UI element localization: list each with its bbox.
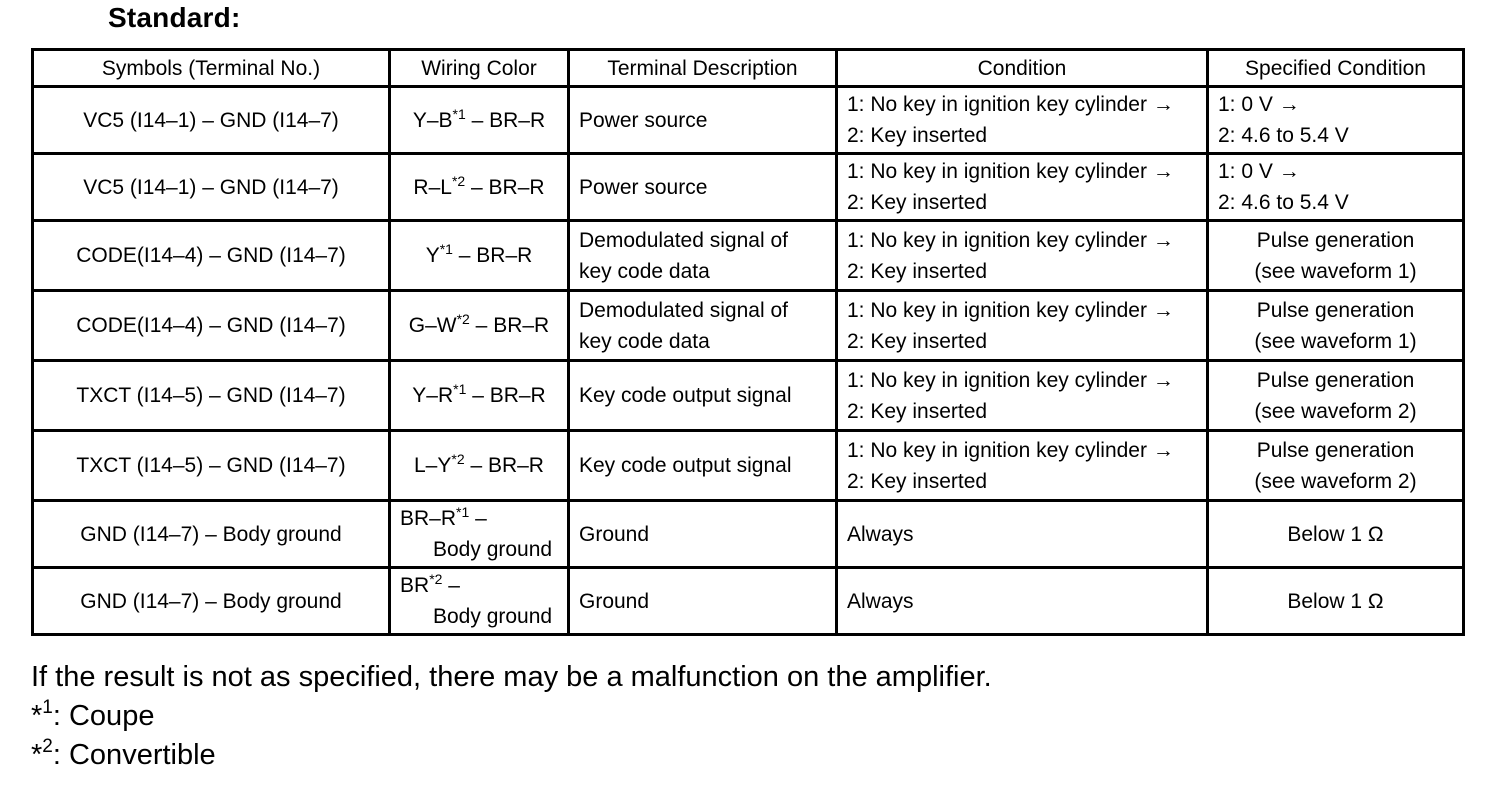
symbol-cell: VC5 (I14–1) – GND (I14–7) — [33, 87, 390, 154]
wire-color: R–L — [413, 175, 452, 199]
spec-line-1: Pulse generation — [1256, 368, 1415, 392]
description-cell: Demodulated signal of key code data — [569, 291, 837, 361]
wiring-color-cell — [390, 568, 569, 635]
wire-color-ground: Body ground — [433, 538, 553, 561]
footnote-text: : Coupe — [52, 700, 155, 732]
description-cell: Power source — [569, 87, 837, 154]
wire-color: BR–R — [400, 507, 457, 530]
wiring-color-cell — [390, 291, 569, 361]
footnote-number: 2 — [42, 736, 53, 757]
description-cell: Key code output signal — [569, 361, 837, 431]
spec-line-1: Pulse generation — [1256, 228, 1415, 252]
table-row — [33, 154, 1464, 221]
result-note: If the result is not as specified, there may be a malfunction on the amplifier. — [31, 661, 992, 693]
wire-color-ground: – BR–R — [469, 314, 550, 337]
specified-condition-cell — [1208, 291, 1464, 361]
condition-cell — [837, 221, 1208, 291]
wire-color-ground: – BR–R — [466, 384, 546, 407]
wire-color: G–W — [408, 314, 457, 337]
wire-color-ground: – BR–R — [452, 244, 533, 267]
spec-step-2: 2: 4.6 to 5.4 V — [1218, 191, 1349, 214]
wiring-color-cell — [390, 221, 569, 291]
condition-step-2: 2: Key inserted — [847, 191, 988, 214]
wiring-color-cell — [390, 154, 569, 221]
wire-color: BR — [400, 574, 430, 597]
wiring-color-cell — [390, 501, 569, 568]
symbol-cell: CODE(I14–4) – GND (I14–7) — [33, 291, 390, 361]
condition-step-2: 2: Key inserted — [847, 124, 988, 147]
footnote-mark: * — [31, 700, 43, 732]
spec-step-1: 1: 0 V → — [1218, 160, 1300, 183]
wiring-color-cell — [390, 361, 569, 431]
spec-step-2: 2: 4.6 to 5.4 V — [1218, 124, 1349, 147]
footnote-coupe — [31, 698, 154, 734]
condition-step-2: 2: Key inserted — [847, 399, 988, 423]
condition-cell: Always — [837, 501, 1208, 568]
condition-step-1: 1: No key in ignition key cylinder → — [847, 93, 1174, 116]
condition-cell: Always — [837, 568, 1208, 635]
wire-color-dash: – — [469, 507, 487, 530]
footnote-ref: *1 — [453, 381, 467, 397]
wire-color: Y–R — [412, 384, 454, 407]
footnote-convertible — [31, 737, 216, 773]
condition-cell — [837, 291, 1208, 361]
condition-step-1: 1: No key in ignition key cylinder → — [847, 160, 1174, 183]
spec-line-2: (see waveform 2) — [1254, 469, 1417, 493]
column-header-symbols: Symbols (Terminal No.) — [33, 50, 390, 87]
table-row — [33, 87, 1464, 154]
condition-step-1: 1: No key in ignition key cylinder → — [847, 438, 1174, 462]
condition-step-2: 2: Key inserted — [847, 469, 988, 493]
footnote-ref: *2 — [456, 311, 470, 327]
spec-line-2: (see waveform 1) — [1254, 259, 1417, 283]
table-row — [33, 361, 1464, 431]
footnote-ref: *1 — [456, 504, 470, 520]
description-cell: Key code output signal — [569, 431, 837, 501]
specified-condition-cell: Below 1 Ω — [1208, 568, 1464, 635]
condition-step-1: 1: No key in ignition key cylinder → — [847, 228, 1174, 252]
section-heading: Standard: — [108, 2, 241, 33]
table-row — [33, 291, 1464, 361]
footnote-mark: * — [31, 739, 43, 771]
wire-color-dash: – — [442, 574, 460, 597]
symbol-cell: TXCT (I14–5) – GND (I14–7) — [33, 431, 390, 501]
condition-step-2: 2: Key inserted — [847, 329, 988, 353]
wire-color-ground: – BR–R — [465, 108, 546, 132]
specified-condition-cell — [1208, 87, 1464, 154]
condition-cell — [837, 431, 1208, 501]
footnote-ref: *2 — [429, 571, 443, 587]
column-header-condition: Condition — [837, 50, 1208, 87]
footnote-ref: *2 — [451, 172, 466, 189]
footnote-ref: *1 — [439, 241, 453, 257]
wiring-color-cell — [390, 431, 569, 501]
description-cell: Ground — [569, 568, 837, 635]
wire-color: Y–B — [412, 108, 453, 132]
footnote-number: 1 — [42, 697, 53, 718]
table-row — [33, 221, 1464, 291]
description-cell: Power source — [569, 154, 837, 221]
specified-condition-cell: Below 1 Ω — [1208, 501, 1464, 568]
spec-line-1: Pulse generation — [1256, 438, 1415, 462]
symbol-cell: GND (I14–7) – Body ground — [33, 568, 390, 635]
description-cell: Ground — [569, 501, 837, 568]
table-row — [33, 501, 1464, 568]
specified-condition-cell — [1208, 154, 1464, 221]
spec-line-2: (see waveform 1) — [1254, 329, 1417, 353]
column-header-wiring-color: Wiring Color — [390, 50, 569, 87]
wiring-color-cell — [390, 87, 569, 154]
condition-step-2: 2: Key inserted — [847, 259, 988, 283]
condition-cell — [837, 154, 1208, 221]
description-cell: Demodulated signal of key code data — [569, 221, 837, 291]
wire-color-ground: – BR–R — [464, 454, 544, 477]
footnote-ref: *2 — [451, 451, 465, 467]
table-row — [33, 431, 1464, 501]
specified-condition-cell — [1208, 431, 1464, 501]
wire-color: L–Y — [414, 454, 452, 477]
column-header-terminal-description: Terminal Description — [569, 50, 837, 87]
symbol-cell: TXCT (I14–5) – GND (I14–7) — [33, 361, 390, 431]
symbol-cell: CODE(I14–4) – GND (I14–7) — [33, 221, 390, 291]
spec-step-1: 1: 0 V → — [1218, 93, 1300, 116]
condition-cell — [837, 361, 1208, 431]
footnote-text: : Convertible — [52, 739, 216, 771]
spec-line-1: Pulse generation — [1256, 298, 1415, 322]
terminal-spec-table — [31, 48, 1465, 636]
specified-condition-cell — [1208, 221, 1464, 291]
wire-color: Y — [425, 244, 440, 267]
footnote-ref: *1 — [452, 105, 466, 122]
column-header-specified-condition: Specified Condition — [1208, 50, 1464, 87]
spec-line-2: (see waveform 2) — [1254, 399, 1417, 423]
table-header-row — [33, 50, 1464, 87]
condition-step-1: 1: No key in ignition key cylinder → — [847, 298, 1174, 322]
wire-color-ground: Body ground — [433, 605, 553, 628]
table-row — [33, 568, 1464, 635]
symbol-cell: VC5 (I14–1) – GND (I14–7) — [33, 154, 390, 221]
wire-color-ground: – BR–R — [465, 175, 545, 199]
symbol-cell: GND (I14–7) – Body ground — [33, 501, 390, 568]
condition-cell — [837, 87, 1208, 154]
condition-step-1: 1: No key in ignition key cylinder → — [847, 368, 1174, 392]
specified-condition-cell — [1208, 361, 1464, 431]
